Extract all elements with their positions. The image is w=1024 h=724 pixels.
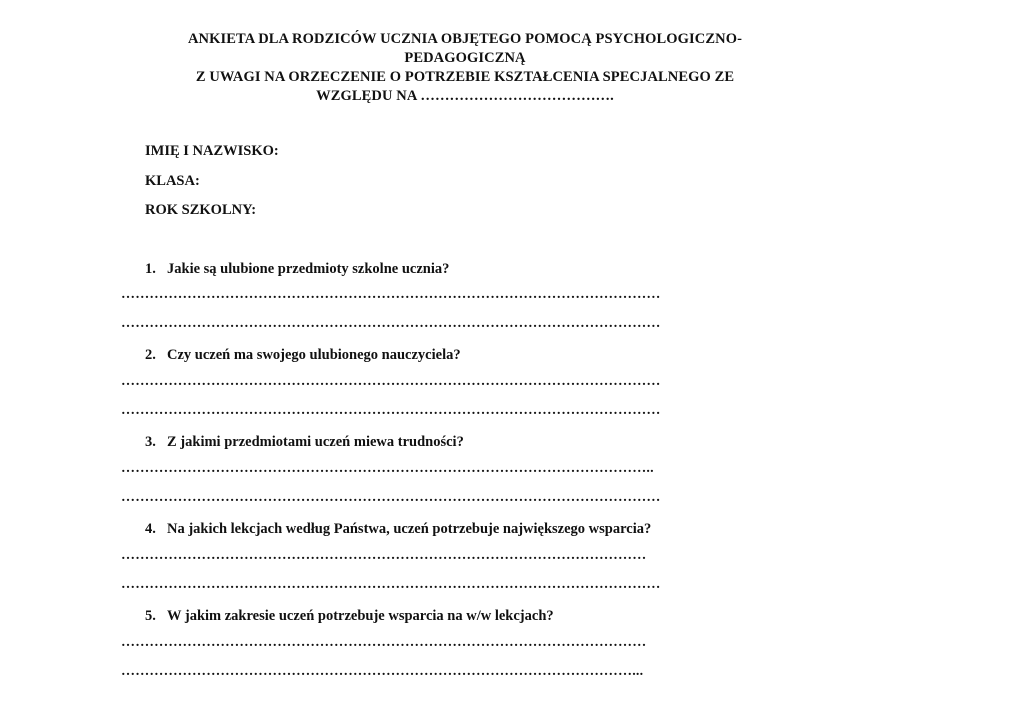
question-text: Jakie są ulubione przedmioty szkolne ucznia? [167, 261, 450, 277]
question-3 [145, 433, 464, 451]
answer-line-1-1[interactable]: …………………………………………………………………………………………………… [121, 288, 661, 302]
school-year-label: ROK SZKOLNY: [145, 202, 257, 218]
question-5 [145, 607, 554, 625]
answer-line-1-2[interactable]: …………………………………………………………………………………………………… [121, 317, 661, 331]
answer-line-3-1[interactable]: ………………………………………………………………………………………………….. [121, 462, 654, 476]
document-title-line-1: ANKIETA DLA RODZICÓW UCZNIA OBJĘTEGO POMOCĄ PSYCHOLOGICZNO- [187, 31, 743, 47]
document-title-line-2: PEDAGOGICZNĄ [404, 50, 526, 66]
question-number: 4. [145, 521, 156, 537]
question-number: 5. [145, 608, 156, 624]
answer-line-2-1[interactable]: …………………………………………………………………………………………………… [121, 375, 661, 389]
question-2 [145, 346, 461, 364]
answer-line-3-2[interactable]: …………………………………………………………………………………………………… [121, 491, 661, 505]
class-label: KLASA: [145, 173, 200, 189]
answer-line-4-2[interactable]: …………………………………………………………………………………………………… [121, 578, 661, 592]
name-label: IMIĘ I NAZWISKO: [145, 143, 279, 159]
answer-line-2-2[interactable]: …………………………………………………………………………………………………… [121, 404, 661, 418]
document-title-line-4: WZGLĘDU NA …………………………………. [316, 88, 614, 104]
question-1 [145, 260, 449, 278]
question-text: Na jakich lekcjach według Państwa, uczeń potrzebuje największego wsparcia? [167, 521, 652, 537]
question-text: Z jakimi przedmiotami uczeń miewa trudności? [167, 434, 464, 450]
question-text: W jakim zakresie uczeń potrzebuje wsparcia na w/w lekcjach? [167, 608, 554, 624]
question-4 [145, 520, 651, 538]
answer-line-4-1[interactable]: ………………………………………………………………………………………………… [121, 549, 647, 563]
answer-line-5-2[interactable]: ………………………………………………………………………………………………... [121, 665, 644, 679]
answer-line-5-1[interactable]: ………………………………………………………………………………………………… [121, 636, 647, 650]
question-text: Czy uczeń ma swojego ulubionego nauczyciela? [167, 347, 461, 363]
question-number: 1. [145, 261, 156, 277]
question-number: 2. [145, 347, 156, 363]
document-title-line-3: Z UWAGI NA ORZECZENIE O POTRZEBIE KSZTAŁCENIA SPECJALNEGO ZE [195, 69, 735, 85]
question-number: 3. [145, 434, 156, 450]
